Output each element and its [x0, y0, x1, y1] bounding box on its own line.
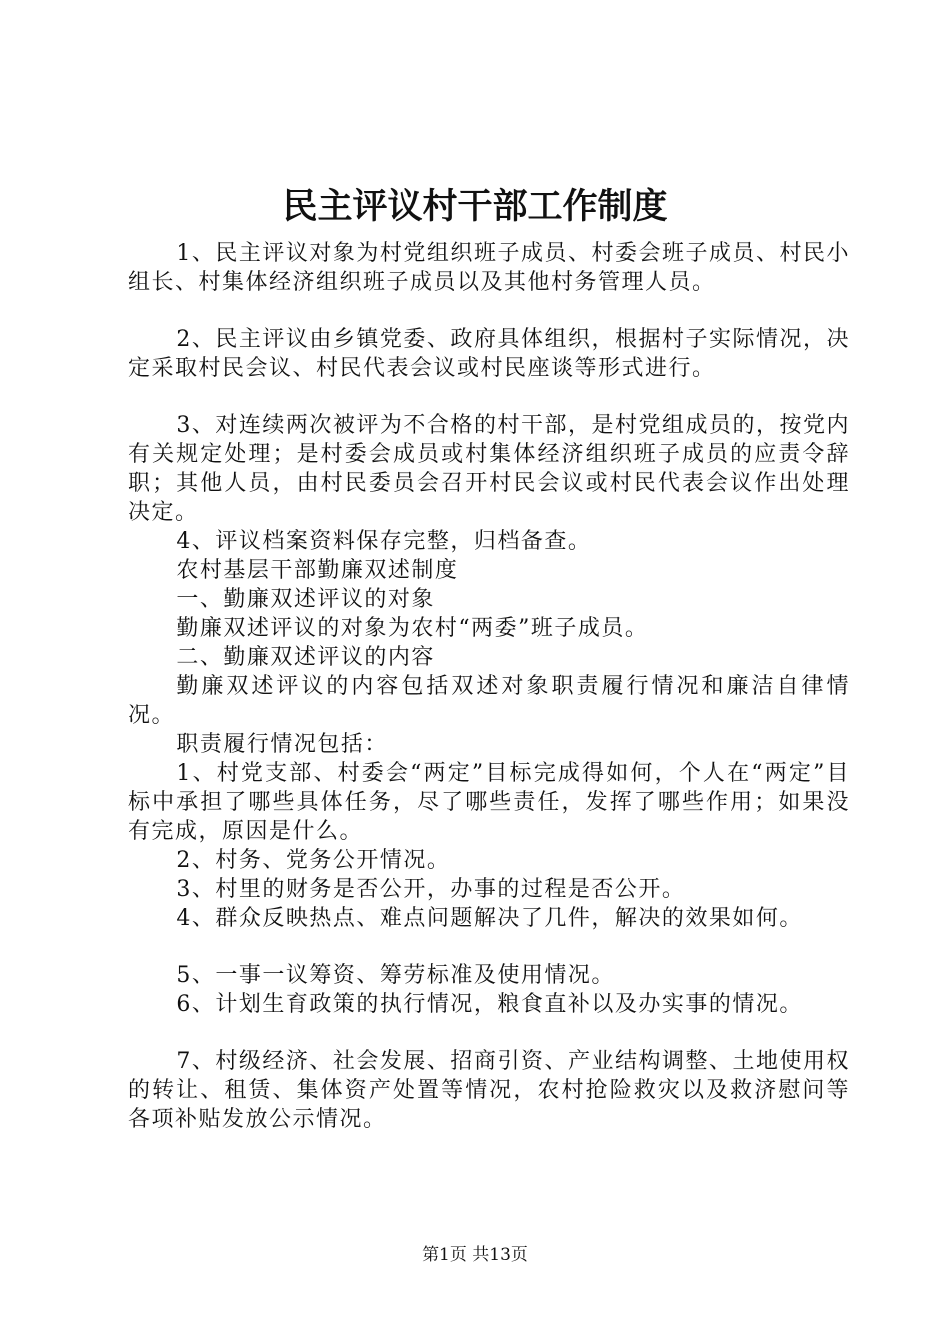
section-heading-1: 一、勤廉双述评议的对象: [176, 587, 435, 612]
paragraph-7: 职责履行情况包括：: [176, 732, 388, 757]
paragraph-6: 勤廉双述评议的内容包括双述对象职责履行情况和廉洁自律情况。: [128, 674, 850, 728]
document-title: 民主评议村干部工作制度: [282, 186, 668, 227]
list-item-5: 5、一事一议筹资、筹劳标准及使用情况。: [176, 963, 615, 988]
paragraph-5: 勤廉双述评议的对象为农村“两委”班子成员。: [176, 616, 649, 641]
page-footer: 第1页 共13页: [422, 1245, 528, 1265]
list-item-7: 7、村级经济、社会发展、招商引资、产业结构调整、土地使用权的转让、租赁、集体资产处置等情况，农村抢险救灾以及救济慰问等各项补贴发放公示情况。: [128, 1049, 850, 1132]
list-item-4: 4、群众反映热点、难点问题解决了几件，解决的效果如何。: [176, 906, 803, 931]
document-body: [128, 239, 850, 1134]
list-item-3: 3、村里的财务是否公开，办事的过程是否公开。: [176, 877, 686, 902]
section-heading-system: 农村基层干部勤廉双述制度: [176, 558, 459, 583]
section-heading-2: 二、勤廉双述评议的内容: [176, 645, 435, 670]
paragraph-4: 4、评议档案资料保存完整，归档备查。: [176, 529, 592, 554]
paragraph-1: 1、民主评议对象为村党组织班子成员、村委会班子成员、村民小组长、村集体经济组织班子成员以及其他村务管理人员。: [128, 241, 850, 295]
list-item-6: 6、计划生育政策的执行情况，粮食直补以及办实事的情况。: [176, 992, 803, 1017]
paragraph-3: 3、对连续两次被评为不合格的村干部，是村党组成员的，按党内有关规定处理；是村委会成员或村集体经济组织班子成员的应责令辞职；其他人员，由村民委员会召开村民会议或村民代表会议作出处理决定。: [128, 413, 850, 525]
paragraph-2: 2、民主评议由乡镇党委、政府具体组织，根据村子实际情况，决定采取村民会议、村民代表会议或村民座谈等形式进行。: [128, 327, 850, 381]
list-item-2: 2、村务、党务公开情况。: [176, 848, 451, 873]
list-item-1: 1、村党支部、村委会“两定”目标完成得如何，个人在“两定”目标中承担了哪些具体任务，尽了哪些责任，发挥了哪些作用；如果没有完成，原因是什么。: [128, 761, 850, 844]
